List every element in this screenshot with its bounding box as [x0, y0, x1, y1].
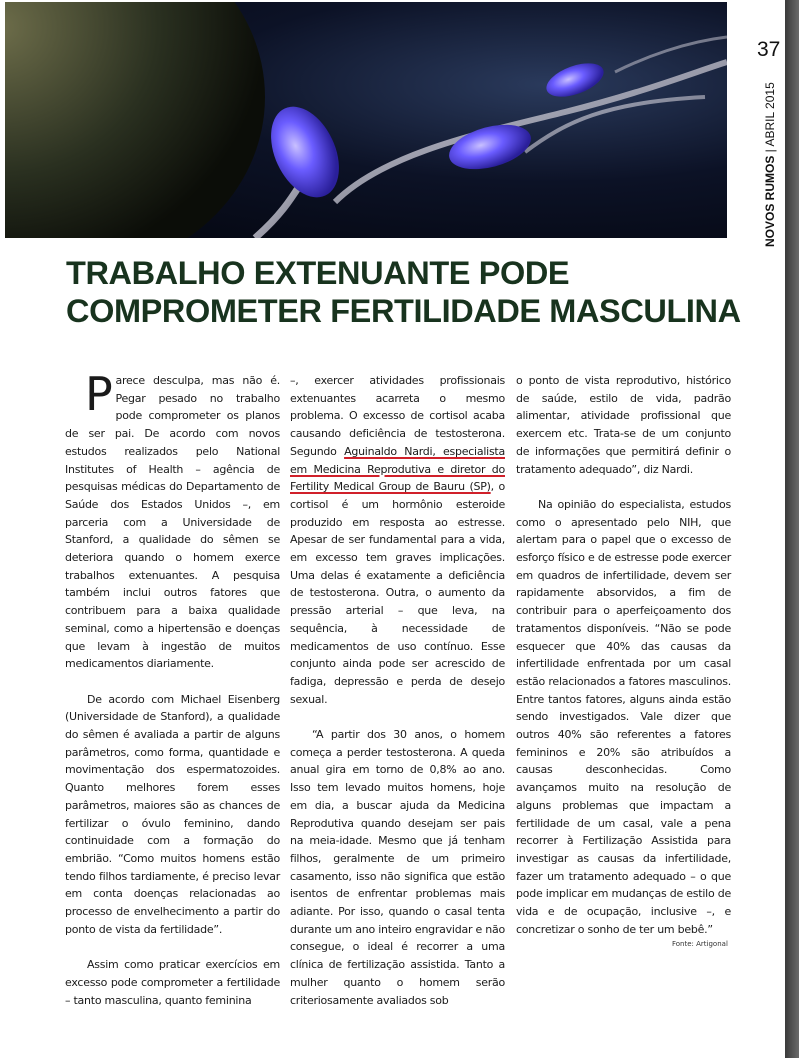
title-line-1: TRABALHO EXTENUANTE PODE — [66, 255, 570, 291]
title-line-2: COMPROMETER FERTILIDADE MASCULINA — [66, 293, 741, 329]
separator: | — [763, 149, 777, 153]
paragraph: Na opinião do especialista, estudos como o apresentado pelo NIH, que alertam para o papel que o excesso de esforço físico e de estresse pode exercer em quadros de infertilidade, devem ser rapidamente absorvidos, a fim de contribuir para o aperfeiçoamento dos tratamentos disponíveis. “Não se pode esquecer que 40% das causas da infertilidade enfrentada por um casal estão relacionados a fatores masculinos. Entre tantos fatores, alguns ainda estão sendo investigados. Vale dizer que outros 40% são referentes a fatores femininos e 20% são atribuídos a causas desconhecidas. Como avançamos muito na resolução de alguns problemas que impactam a fertilidade de um casal, vale a pena recorrer à Fertilização Assistida para investigar as causas da infertilidade, fazer um tratamento adequado – o que pode implicar em mudanças de estilo de vida e de ocupação, inclusive –, e concretizar o sonho de ter um bebê.” — [516, 497, 731, 936]
magazine-name: NOVOS RUMOS — [763, 155, 777, 247]
sperm-head-2 — [444, 117, 535, 177]
highlighted-source: Aguinaldo Nardi, especialista em Medicina Reprodutiva e diretor do Fertility Medical Group de Bauru (SP) — [290, 444, 505, 494]
paragraph: –, exercer atividades profissionais extenuantes acarreta o mesmo problema. O excesso de cortisol acaba causando deficiência de testosterona. Segundo Aguinaldo Nardi, especialista em Medicina Reprodutiva e diretor do Fertility Medical Group de Bauru (SP), o cortisol é um hormônio esteroide produzido em resposta ao estresse. Apesar de ser fundamental para a vida, em excesso tem graves implicações. Uma delas é exatamente a deficiência de testosterona. Outra, o aumento da pressão arterial – que leva, na sequência, à necessidade de medicamentos de uso contínuo. Esse conjunto ainda pode ser acrescido de fadiga, depressão e perda de desejo sexual. — [290, 374, 505, 706]
paragraph: De acordo com Michael Eisenberg (Universidade de Stanford), a qualidade do sêmen é avaliada a partir de alguns parâmetros, como forma, quantidade e movimentação dos espermatozoides. Quanto melhores forem esses parâmetros, maiores são as chances de fertilizar o óvulo feminino, dando continuidade com a formação do embrião. “Como muitos homens estão tendo filhos tardiamente, é preciso levar em conta doenças relacionadas ao processo de envelhecimento a partir do ponto de vista da fertilidade”. — [65, 692, 280, 936]
sperm-head-3 — [542, 57, 608, 104]
running-footer — [763, 82, 777, 247]
paragraph: o ponto de vista reprodutivo, histórico de saúde, estilo de vida, padrão alimentar, atividade profissional que exercem etc. Trata-se de um conjunto de informações que permitirá definir o tratamento adequado”, diz Nardi. — [516, 374, 731, 476]
paragraph: “A partir dos 30 anos, o homem começa a perder testosterona. A queda anual gira em torno de 0,8% ao ano. Isso tem levado muitos homens, hoje em dia, a buscar ajuda da Medicina Reprodutiva quando desejam ser pais na meia-idade. Mesmo que já tenham filhos, geralmente de um primeiro casamento, isso não significa que estão isentos de enfrentar problemas mais adiante. Por isso, quando o casal tenta durante um ano inteiro engravidar e não consegue, o ideal é recorrer a uma clínica de fertilização assistida. Tanto a mulher quanto o homem serão criteriosamente avaliados sob — [290, 728, 505, 1007]
article-title — [66, 254, 766, 330]
column-2-body — [290, 372, 505, 1009]
paragraph: Assim como praticar exercícios em excesso pode comprometer a fertilidade – tanto masculina, quanto feminina — [65, 958, 280, 1007]
sperm-illustration — [5, 2, 727, 238]
egg-cell-shape — [5, 2, 265, 238]
drop-cap: P — [85, 367, 113, 421]
column-1 — [65, 367, 280, 1009]
issue-date: ABRIL 2015 — [763, 82, 777, 147]
page-number: 37 — [757, 38, 781, 61]
paragraph: Parece desculpa, mas não é. Pegar pesado no trabalho pode comprometer os planos de ser pai. De acordo com novos estudos realizados pelo National Institutes of Health – agência de pesquisas médicas do Departamento de Saúde dos Estados Unidos –, em parceria com a Universidade de Stanford, a qualidade do sêmen se deteriora quando o homem exerce trabalhos extenuantes. A pesquisa também inclui outros fatores que contribuem para a baixa qualidade seminal, como a hipertensão e doenças que levam à ingestão de muitos medicamentos diariamente. — [65, 367, 280, 671]
page-edge-shadow — [785, 0, 799, 1058]
sperm-head-1 — [258, 96, 353, 208]
source-credit: Fonte: Artigonal — [672, 940, 728, 948]
hero-image-sperm — [5, 2, 727, 238]
column-3 — [516, 372, 731, 938]
